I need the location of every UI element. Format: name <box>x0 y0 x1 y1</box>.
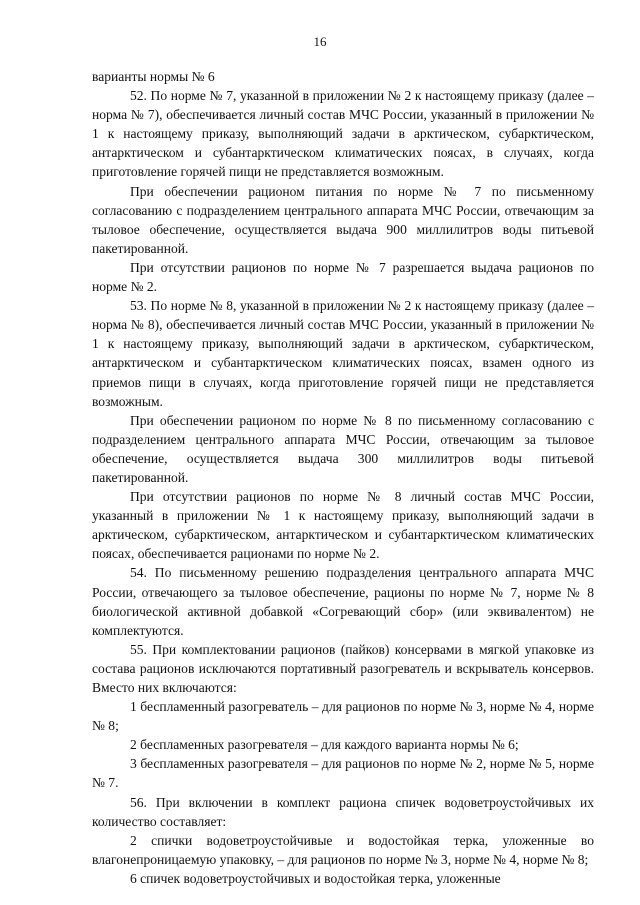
paragraph: При обеспечении рационом по норме № 8 по письменному согласованию с подразделением центрального аппарата МЧС России, отвечающим за тыловое обеспечение, осуществляется выдача 300 миллилитров воды питьевой пакетированной. <box>92 412 594 485</box>
list-item: 1 беспламенный разогреватель – для рационов по норме № 3, норме № 4, норме № 8; <box>92 699 594 734</box>
paragraph: При отсутствии рационов по норме № 8 личный состав МЧС России, указанный в приложении № 1 к настоящему приказу, выполняющий задачи в арктическом, субарктическом, антарктическом и субантарктическом климатических поясах, обеспечивается рационами по норме № 2. <box>92 489 594 562</box>
paragraph: При обеспечении рационом питания по норме № 7 по письменному согласованию с подразделением центрального аппарата МЧС России, отвечающим за тыловое обеспечение, осуществляется выдача 900 миллилитров воды питьевой пакетированной. <box>92 183 594 256</box>
list-item: 3 беспламенных разогревателя – для рационов по норме № 2, норме № 5, норме № 7. <box>92 756 594 791</box>
page-number: 16 <box>313 34 327 49</box>
paragraph: 52. По норме № 7, указанной в приложении № 2 к настоящему приказу (далее – норма № 7), обеспечивается личный состав МЧС России, указанный в приложении № 1 к настоящему приказу, выполняющий задачи в арктическом, субарктическом, антарктическом и субантарктическом климатических поясах, в случаях, когда приготовление горячей пищи не представляется возможным. <box>92 88 594 180</box>
paragraph: 55. При комплектовании рационов (пайков) консервами в мягкой упаковке из состава рационов исключаются портативный разогреватель и вскрыватель консервов. Вместо них включаются: <box>92 641 594 695</box>
list-item: 6 спичек водоветроустойчивых и водостойкая терка, уложенные <box>130 870 501 886</box>
paragraph: 56. При включении в комплект рациона спичек водоветроустойчивых их количество составляет: <box>92 794 594 829</box>
list-item: 2 беспламенных разогревателя – для каждого варианта нормы № 6; <box>130 737 519 753</box>
list-item: 2 спички водоветроустойчивые и водостойкая терка, уложенные во влагонепроницаемую упаковку, – для рационов по норме № 3, норме № 4, норме № 8; <box>92 832 594 867</box>
paragraph: варианты нормы № 6 <box>92 69 215 84</box>
paragraph: 54. По письменному решению подразделения центрального аппарата МЧС России, отвечающего за тыловое обеспечение, рационы по норме № 7, норме № 8 биологической активной добавкой «Согревающий сбор» (или эквивалентом) не комплектуются. <box>92 565 594 638</box>
document-body <box>92 67 594 888</box>
paragraph: При отсутствии рационов по норме № 7 разрешается выдача рационов по норме № 2. <box>92 259 594 295</box>
paragraph: 53. По норме № 8, указанной в приложении № 2 к настоящему приказу (далее – норма № 8), обеспечивается личный состав МЧС России, указанный в приложении № 1 к настоящему приказу, выполняющий задачи в арктическом, субарктическом, антарктическом и субантарктическом климатических поясах, взамен одного из приемов пищи в случаях, когда приготовление горячей пищи не представляется возможным. <box>92 298 594 409</box>
